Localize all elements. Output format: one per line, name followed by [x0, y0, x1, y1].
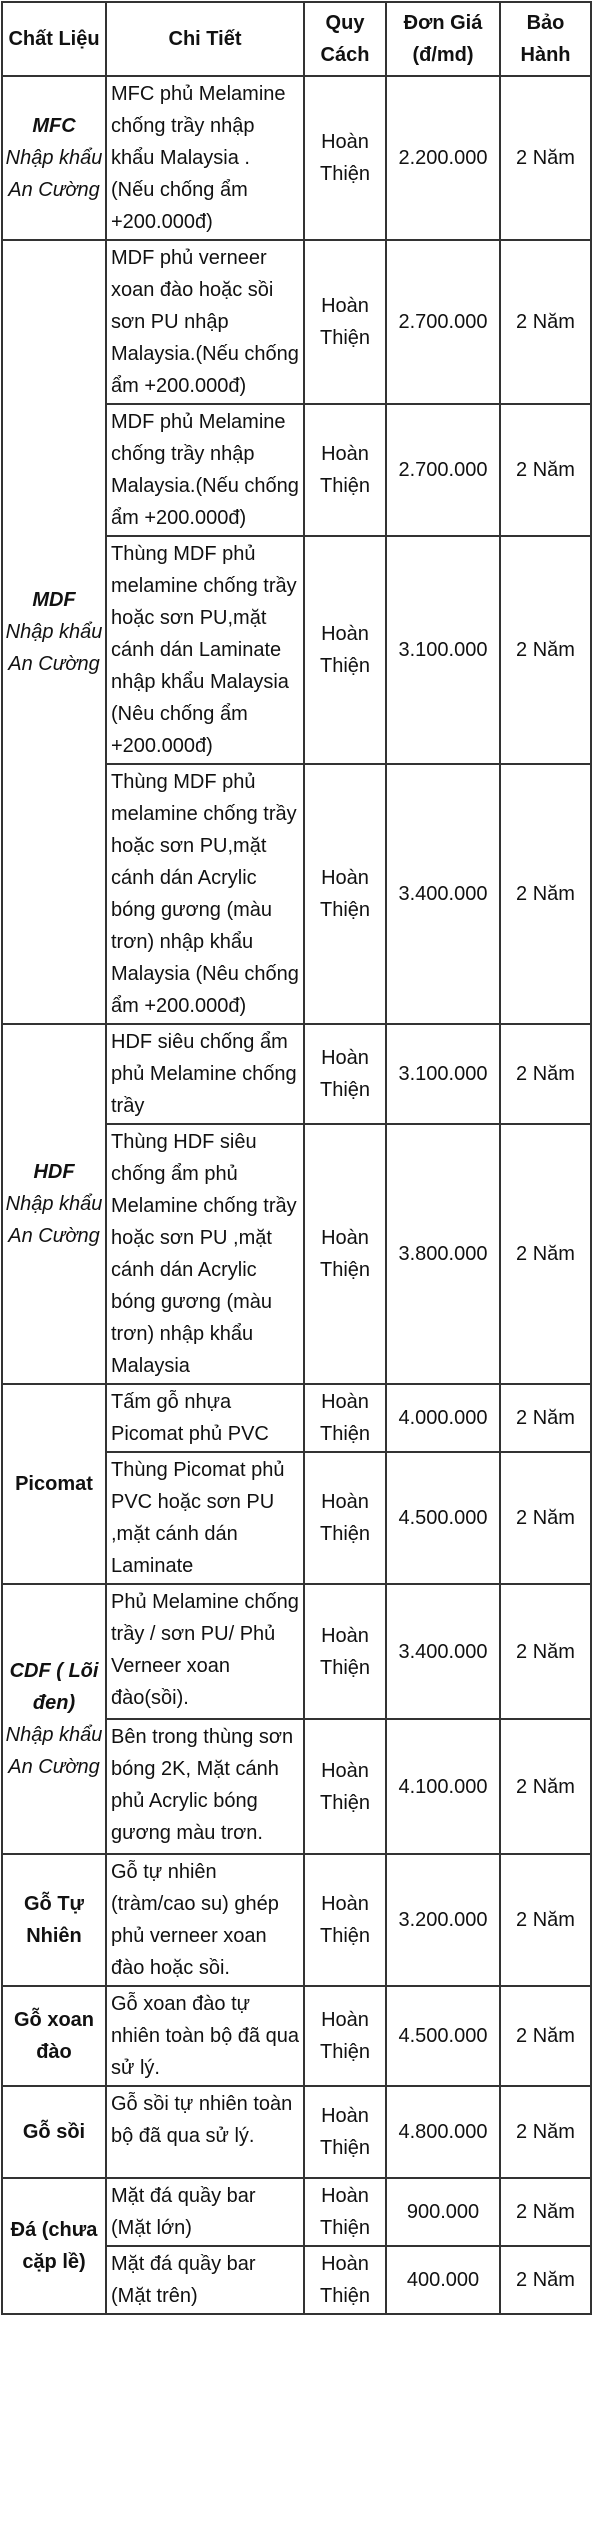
warranty-cell: 2 Năm — [500, 1124, 591, 1384]
warranty-cell: 2 Năm — [500, 404, 591, 536]
material-name: Picomat — [15, 1473, 93, 1495]
spec-cell: Hoàn Thiện — [304, 1384, 386, 1452]
price-cell: 3.100.000 — [386, 536, 500, 764]
spec-cell: Hoàn Thiện — [304, 1024, 386, 1124]
detail-cell: Mặt đá quầy bar (Mặt trên) — [106, 2246, 304, 2314]
price-cell: 3.400.000 — [386, 764, 500, 1024]
detail-cell: Thùng HDF siêu chống ẩm phủ Melamine chống trầy hoặc sơn PU ,mặt cánh dán Acrylic bóng gương (màu trơn) nhập khẩu Malaysia — [106, 1124, 304, 1384]
table-row — [2, 2178, 591, 2246]
material-origin: Nhập khẩu An Cường — [5, 147, 103, 201]
material-cell — [2, 1986, 106, 2086]
material-cell — [2, 2086, 106, 2178]
material-origin: Nhập khẩu An Cường — [5, 1193, 103, 1247]
warranty-cell: 2 Năm — [500, 240, 591, 404]
material-name: CDF ( Lõi đen) — [9, 1660, 99, 1714]
spec-cell: Hoàn Thiện — [304, 2086, 386, 2178]
spec-cell: Hoàn Thiện — [304, 764, 386, 1024]
table-row — [2, 1384, 591, 1452]
spec-cell: Hoàn Thiện — [304, 76, 386, 240]
detail-cell: MFC phủ Melamine chống trầy nhập khẩu Malaysia . (Nếu chống ẩm +200.000đ) — [106, 76, 304, 240]
price-cell: 4.500.000 — [386, 1986, 500, 2086]
detail-cell: Gỗ sồi tự nhiên toàn bộ đã qua sử lý. — [106, 2086, 304, 2178]
detail-cell: Thùng MDF phủ melamine chống trầy hoặc sơn PU,mặt cánh dán Acrylic bóng gương (màu trơn) nhập khẩu Malaysia (Nêu chống ẩm +200.000đ) — [106, 764, 304, 1024]
material-origin: Nhập khẩu An Cường — [5, 621, 103, 675]
price-cell: 4.500.000 — [386, 1452, 500, 1584]
detail-cell: MDF phủ Melamine chống trầy nhập Malaysia.(Nếu chống ẩm +200.000đ) — [106, 404, 304, 536]
material-name: MFC — [32, 115, 76, 137]
price-cell: 400.000 — [386, 2246, 500, 2314]
detail-cell: Phủ Melamine chống trầy / sơn PU/ Phủ Verneer xoan đào(sồi). — [106, 1584, 304, 1719]
warranty-cell: 2 Năm — [500, 2246, 591, 2314]
detail-cell: MDF phủ verneer xoan đào hoặc sồi sơn PU nhập Malaysia.(Nếu chống ẩm +200.000đ) — [106, 240, 304, 404]
material-cell — [2, 1384, 106, 1584]
warranty-cell: 2 Năm — [500, 76, 591, 240]
warranty-cell: 2 Năm — [500, 2178, 591, 2246]
table-row — [2, 240, 591, 404]
warranty-cell: 2 Năm — [500, 1024, 591, 1124]
material-name: Gỗ xoan đào — [13, 2009, 94, 2063]
spec-cell: Hoàn Thiện — [304, 1124, 386, 1384]
detail-cell: Thùng MDF phủ melamine chống trầy hoặc sơn PU,mặt cánh dán Laminate nhập khẩu Malaysia (Nêu chống ẩm +200.000đ) — [106, 536, 304, 764]
detail-cell: Mặt đá quầy bar (Mặt lớn) — [106, 2178, 304, 2246]
price-cell: 2.700.000 — [386, 404, 500, 536]
price-table — [1, 1, 592, 2315]
warranty-cell: 2 Năm — [500, 1719, 591, 1854]
material-name: Đá (chưa cặp lề) — [10, 2219, 98, 2273]
detail-cell: Gỗ tự nhiên (tràm/cao su) ghép phủ verneer xoan đào hoặc sồi. — [106, 1854, 304, 1986]
spec-cell: Hoàn Thiện — [304, 1452, 386, 1584]
detail-cell: Bên trong thùng sơn bóng 2K, Mặt cánh phủ Acrylic bóng gương màu trơn. — [106, 1719, 304, 1854]
header-warranty: Bảo Hành — [500, 2, 591, 76]
header-material: Chất Liệu — [2, 2, 106, 76]
warranty-cell: 2 Năm — [500, 536, 591, 764]
detail-cell: Thùng Picomat phủ PVC hoặc sơn PU ,mặt cánh dán Laminate — [106, 1452, 304, 1584]
spec-cell: Hoàn Thiện — [304, 1854, 386, 1986]
material-cell — [2, 76, 106, 240]
spec-cell: Hoàn Thiện — [304, 240, 386, 404]
spec-cell: Hoàn Thiện — [304, 536, 386, 764]
price-cell: 4.100.000 — [386, 1719, 500, 1854]
price-cell: 2.700.000 — [386, 240, 500, 404]
spec-cell: Hoàn Thiện — [304, 1584, 386, 1719]
price-cell: 900.000 — [386, 2178, 500, 2246]
spec-cell: Hoàn Thiện — [304, 404, 386, 536]
material-name: MDF — [32, 589, 76, 611]
material-origin: Nhập khẩu An Cường — [5, 1724, 103, 1778]
warranty-cell: 2 Năm — [500, 1384, 591, 1452]
detail-cell: Gỗ xoan đào tự nhiên toàn bộ đã qua sử lý. — [106, 1986, 304, 2086]
material-name: Gỗ Tự Nhiên — [23, 1893, 85, 1947]
header-detail: Chi Tiết — [106, 2, 304, 76]
header-spec: Quy Cách — [304, 2, 386, 76]
warranty-cell: 2 Năm — [500, 764, 591, 1024]
table-body — [2, 76, 591, 2314]
price-cell: 3.200.000 — [386, 1854, 500, 1986]
material-cell — [2, 1854, 106, 1986]
price-table-container — [1, 1, 592, 2315]
price-cell: 2.200.000 — [386, 76, 500, 240]
price-cell: 3.100.000 — [386, 1024, 500, 1124]
price-cell: 3.400.000 — [386, 1584, 500, 1719]
table-row — [2, 2086, 591, 2178]
price-cell: 3.800.000 — [386, 1124, 500, 1384]
detail-cell: Tấm gỗ nhựa Picomat phủ PVC — [106, 1384, 304, 1452]
warranty-cell: 2 Năm — [500, 1986, 591, 2086]
warranty-cell: 2 Năm — [500, 1452, 591, 1584]
detail-cell: HDF siêu chống ẩm phủ Melamine chống trầy — [106, 1024, 304, 1124]
warranty-cell: 2 Năm — [500, 1584, 591, 1719]
table-row — [2, 1584, 591, 1719]
warranty-cell: 2 Năm — [500, 1854, 591, 1986]
header-price: Đơn Giá (đ/md) — [386, 2, 500, 76]
table-row — [2, 1986, 591, 2086]
material-cell — [2, 1024, 106, 1384]
material-cell — [2, 2178, 106, 2314]
table-row — [2, 76, 591, 240]
table-row — [2, 1024, 591, 1124]
material-name: HDF — [33, 1161, 75, 1183]
spec-cell: Hoàn Thiện — [304, 2246, 386, 2314]
header-row — [2, 2, 591, 76]
warranty-cell: 2 Năm — [500, 2086, 591, 2178]
material-cell — [2, 240, 106, 1024]
price-cell: 4.800.000 — [386, 2086, 500, 2178]
spec-cell: Hoàn Thiện — [304, 1719, 386, 1854]
spec-cell: Hoàn Thiện — [304, 2178, 386, 2246]
material-name: Gỗ sồi — [22, 2121, 86, 2143]
spec-cell: Hoàn Thiện — [304, 1986, 386, 2086]
price-cell: 4.000.000 — [386, 1384, 500, 1452]
table-row — [2, 1854, 591, 1986]
material-cell — [2, 1584, 106, 1854]
